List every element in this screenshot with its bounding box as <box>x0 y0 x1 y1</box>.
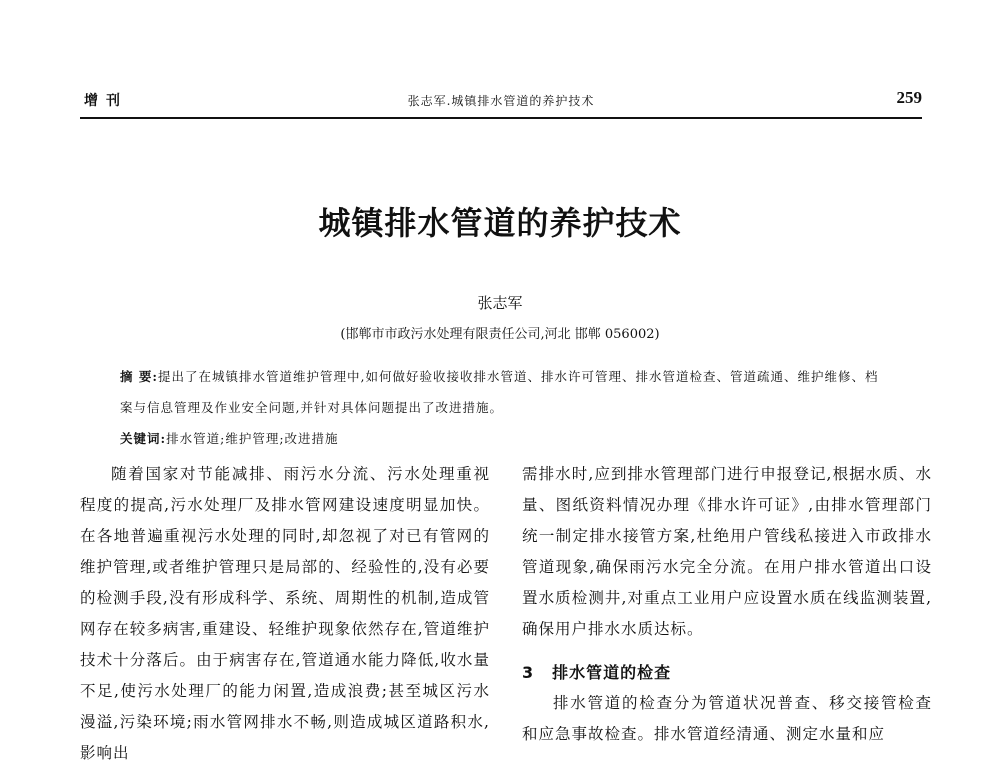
section-number: 3 <box>522 663 535 682</box>
keywords-label: 关键词: <box>120 431 167 446</box>
abstract <box>120 361 890 423</box>
running-title: 张志军.城镇排水管道的养护技术 <box>407 94 595 108</box>
journal-label: 增刊 <box>84 93 128 109</box>
body-column-right <box>522 459 932 750</box>
section-title: 排水管道的检查 <box>552 663 672 682</box>
intro-paragraph: 随着国家对节能减排、雨污水分流、污水处理重视程度的提高,污水处理厂及排水管网建设速度明显加快。在各地普遍重视污水处理的同时,却忽视了对已有管网的维护管理,或者维护管理只是局部的、经验性的,没有必要的检测手段,没有形成科学、系统、周期性的机制,造成管网存在较多病害,重建设、轻维护现象依然存在,管道维护技术十分落后。由于病害存在,管道通水能力降低,收水量不足,使污水处理厂的能力闲置,造成浪费;甚至城区污水漫溢,污染环境;雨水管网排水不畅,则造成城区道路积水,影响出 <box>80 465 490 762</box>
article-title: 城镇排水管道的养护技术 <box>318 204 682 242</box>
author-name: 张志军 <box>477 294 523 312</box>
abstract-block <box>120 361 890 454</box>
body-column-left <box>80 459 490 769</box>
abstract-label: 摘 要: <box>120 369 158 384</box>
running-header <box>80 88 922 114</box>
keywords <box>120 423 890 454</box>
page-number: 259 <box>896 88 922 107</box>
header-rule <box>80 117 922 119</box>
permit-paragraph: 需排水时,应到排水管理部门进行申报登记,根据水质、水量、图纸资料情况办理《排水许可证》,由排水管理部门统一制定排水接管方案,杜绝用户管线私接进入市政排水管道现象,确保雨污水完全分流。在用户排水管道出口设置水质检测井,对重点工业用户应设置水质在线监测装置,确保用户排水水质达标。 <box>522 465 932 638</box>
abstract-text: 提出了在城镇排水管道维护管理中,如何做好验收接收排水管道、排水许可管理、排水管道检查、管道疏通、维护维修、档案与信息管理及作业安全问题,并针对具体问题提出了改进措施。 <box>120 369 879 415</box>
keywords-text: 排水管道;维护管理;改进措施 <box>166 431 339 446</box>
section-heading <box>522 657 932 688</box>
author-affiliation: (邯郸市市政污水处理有限责任公司,河北 邯郸 056002) <box>340 327 660 342</box>
section-paragraph: 排水管道的检查分为管道状况普查、移交接管检查和应急事故检查。排水管道经清通、测定水量和应 <box>522 694 932 743</box>
